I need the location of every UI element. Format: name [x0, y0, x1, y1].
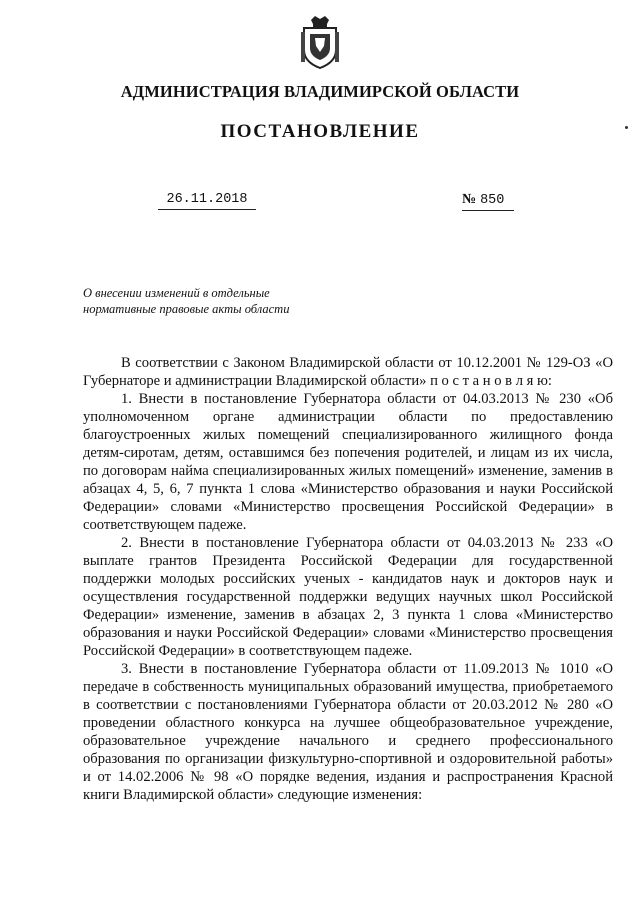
document-body [83, 354, 613, 804]
paragraph-item-2: 2. Внести в постановление Губернатора области от 04.03.2013 № 233 «О выплате грантов Президента Российской Федерации для государственной поддержки молодых российских ученых - кандидатов наук и докторов наук и осуществления государственной поддержки ведущих научных школ Российской Федерации» изменение, заменив в абзацах 2, 3 пункта 1 слова «Министерство образования и науки Российской Федерации» словами «Министерство просвещения Российской Федерации» в соответствующем падеже. [83, 535, 613, 659]
coat-of-arms-icon [298, 14, 342, 70]
organization-title: АДМИНИСТРАЦИЯ ВЛАДИМИРСКОЙ ОБЛАСТИ [120, 82, 520, 101]
document-subject [83, 285, 323, 317]
document-date: 26.11.2018 [158, 192, 256, 210]
number-sign: № [462, 192, 477, 207]
document-type-title: ПОСТАНОВЛЕНИЕ [220, 121, 420, 142]
subject-line-2: нормативные правовые акты области [83, 302, 290, 316]
paragraph-preamble: В соответствии с Законом Владимирской области от 10.12.2001 № 129-ОЗ «О Губернаторе и администрации Владимирской области» п о с т а н о в л я ю: [83, 355, 613, 389]
subject-line-1: О внесении изменений в отдельные [83, 286, 270, 300]
paragraph-item-3: 3. Внести в постановление Губернатора области от 11.09.2013 № 1010 «О передаче в собственность муниципальных образований имущества, приобретаемого в соответствии с постановлениями Губернатора области от 20.03.2012 № 280 «О проведении областного конкурса на лучшее общеобразовательное учреждение, образовательное учреждение начального и среднего профессионального образования по организации физкультурно-спортивной и оздоровительной работы» и от 14.02.2006 № 98 «О порядке ведения, издания и распространения Красной книги Владимирской области» следующие изменения: [83, 661, 613, 803]
document-number [462, 192, 514, 211]
scan-artifact-dot [625, 126, 628, 129]
number-value: 850 [480, 193, 505, 208]
paragraph-item-1: 1. Внести в постановление Губернатора области от 04.03.2013 № 230 «Об уполномоченном органе администрации области по предоставлению благоустроенных жилых помещений специализированного жилищного фонда детям-сиротам, детям, оставшимся без попечения родителей, и лицам из их числа, по договорам найма специализированных жилых помещений» изменение, заменив в абзацах 4, 5, 6, 7 пункта 1 слова «Министерство образования и науки Российской Федерации» словами «Министерство просвещения Российской Федерации» в соответствующем падеже. [83, 391, 613, 533]
